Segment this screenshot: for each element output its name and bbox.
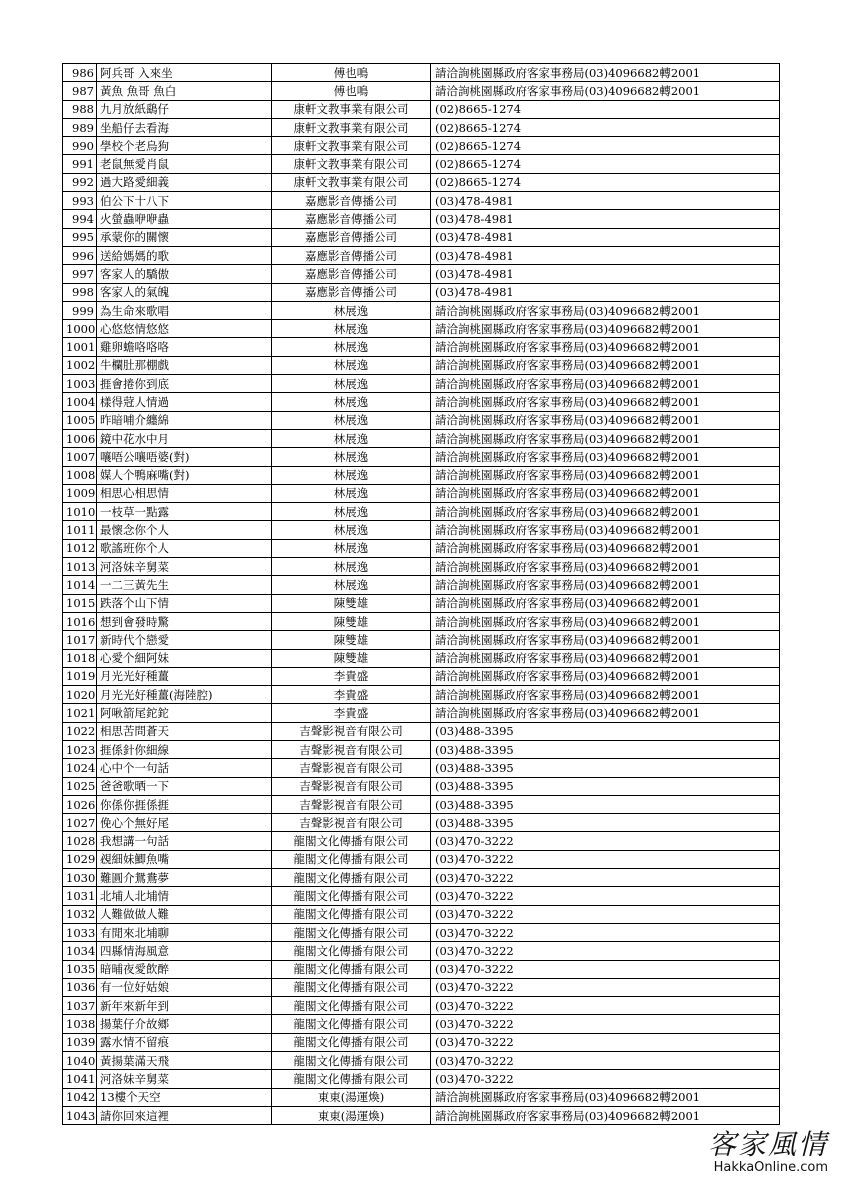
song-title: 坐船仔去看海	[97, 118, 272, 136]
watermark-site: HakkaOnline.com	[713, 1160, 828, 1175]
table-row	[63, 960, 780, 978]
table-row	[63, 594, 780, 612]
song-title: 爸爸歌晒一下	[97, 777, 272, 795]
song-title: 捱係針你細線	[97, 740, 272, 758]
table-row	[63, 850, 780, 868]
row-number: 1041	[63, 1070, 97, 1088]
contact-info: 請洽詢桃園縣政府客家事務局(03)4096682轉2001	[431, 539, 780, 557]
row-number: 1037	[63, 997, 97, 1015]
contact-info: 請洽詢桃園縣政府客家事務局(03)4096682轉2001	[431, 686, 780, 704]
row-number: 1028	[63, 832, 97, 850]
song-title: 歌謠班你个人	[97, 539, 272, 557]
row-number: 1015	[63, 594, 97, 612]
row-number: 1001	[63, 338, 97, 356]
publisher: 陳雙雄	[272, 612, 431, 630]
publisher: 林展逸	[272, 356, 431, 374]
song-title: 河洛妹辛舅菜	[97, 1070, 272, 1088]
row-number: 989	[63, 118, 97, 136]
table-row	[63, 942, 780, 960]
publisher: 嘉應影音傳播公司	[272, 283, 431, 301]
table-row	[63, 118, 780, 136]
table-row	[63, 100, 780, 118]
publisher: 李貴盛	[272, 704, 431, 722]
hakka-online-watermark	[708, 1130, 828, 1176]
table-row	[63, 155, 780, 173]
publisher: 吉聲影視音有限公司	[272, 814, 431, 832]
table-row	[63, 283, 780, 301]
song-title: 伯公下十八下	[97, 192, 272, 210]
row-number: 1025	[63, 777, 97, 795]
contact-info: 請洽詢桃園縣政府客家事務局(03)4096682轉2001	[431, 393, 780, 411]
publisher: 陳雙雄	[272, 631, 431, 649]
table-row	[63, 887, 780, 905]
table-row	[63, 82, 780, 100]
contact-info: (03)470-3222	[431, 1015, 780, 1033]
row-number: 988	[63, 100, 97, 118]
publisher: 龍閣文化傳播有限公司	[272, 923, 431, 941]
song-title: 捱會捲你到底	[97, 375, 272, 393]
contact-info: 請洽詢桃園縣政府客家事務局(03)4096682轉2001	[431, 375, 780, 393]
contact-info: (03)478-4981	[431, 265, 780, 283]
song-title: 一枝草一點露	[97, 503, 272, 521]
row-number: 1006	[63, 429, 97, 447]
contact-info: (03)470-3222	[431, 850, 780, 868]
contact-info: (03)478-4981	[431, 192, 780, 210]
contact-info: 請洽詢桃園縣政府客家事務局(03)4096682轉2001	[431, 594, 780, 612]
contact-info: (03)488-3395	[431, 740, 780, 758]
publisher: 嘉應影音傳播公司	[272, 210, 431, 228]
table-row	[63, 686, 780, 704]
song-title: 揚葉仔介故鄉	[97, 1015, 272, 1033]
contact-info: 請洽詢桃園縣政府客家事務局(03)4096682轉2001	[431, 631, 780, 649]
publisher: 嘉應影音傳播公司	[272, 228, 431, 246]
publisher: 嘉應影音傳播公司	[272, 192, 431, 210]
table-row	[63, 246, 780, 264]
row-number: 997	[63, 265, 97, 283]
contact-info: 請洽詢桃園縣政府客家事務局(03)4096682轉2001	[431, 411, 780, 429]
row-number: 1026	[63, 795, 97, 813]
table-row	[63, 612, 780, 630]
table-row	[63, 759, 780, 777]
publisher: 陳雙雄	[272, 649, 431, 667]
contact-info: 請洽詢桃園縣政府客家事務局(03)4096682轉2001	[431, 503, 780, 521]
song-title: 相思心相思情	[97, 484, 272, 502]
song-title: 13樓个天空	[97, 1088, 272, 1106]
publisher: 林展逸	[272, 558, 431, 576]
row-number: 1010	[63, 503, 97, 521]
row-number: 1002	[63, 356, 97, 374]
table-row	[63, 905, 780, 923]
row-number: 1014	[63, 576, 97, 594]
table-row	[63, 265, 780, 283]
table-row	[63, 869, 780, 887]
publisher: 李貴盛	[272, 667, 431, 685]
song-title: 樣得蒄人情過	[97, 393, 272, 411]
song-title: 承蒙你的關懷	[97, 228, 272, 246]
song-title: 人難做做人難	[97, 905, 272, 923]
row-number: 1018	[63, 649, 97, 667]
contact-info: (03)470-3222	[431, 832, 780, 850]
song-title: 最懷念你个人	[97, 521, 272, 539]
contact-info: 請洽詢桃園縣政府客家事務局(03)4096682轉2001	[431, 301, 780, 319]
table-row	[63, 777, 780, 795]
publisher: 東東(湯運煥)	[272, 1106, 431, 1124]
table-row	[63, 649, 780, 667]
contact-info: (03)488-3395	[431, 759, 780, 777]
publisher: 龍閣文化傳播有限公司	[272, 942, 431, 960]
publisher: 龍閣文化傳播有限公司	[272, 887, 431, 905]
contact-info: (03)478-4981	[431, 246, 780, 264]
song-title: 昨暗哺介纏綿	[97, 411, 272, 429]
row-number: 1009	[63, 484, 97, 502]
table-row	[63, 64, 780, 82]
publisher: 林展逸	[272, 393, 431, 411]
publisher: 林展逸	[272, 484, 431, 502]
row-number: 1017	[63, 631, 97, 649]
song-title: 俛心个無好尾	[97, 814, 272, 832]
row-number: 1019	[63, 667, 97, 685]
publisher: 龍閣文化傳播有限公司	[272, 905, 431, 923]
row-number: 986	[63, 64, 97, 82]
song-title: 月光光好種薑(海陸腔)	[97, 686, 272, 704]
row-number: 998	[63, 283, 97, 301]
publisher: 康軒文教事業有限公司	[272, 137, 431, 155]
row-number: 1034	[63, 942, 97, 960]
contact-info: 請洽詢桃園縣政府客家事務局(03)4096682轉2001	[431, 484, 780, 502]
table-row	[63, 356, 780, 374]
song-title: 有閒來北埔聊	[97, 923, 272, 941]
publisher: 林展逸	[272, 521, 431, 539]
contact-info: 請洽詢桃園縣政府客家事務局(03)4096682轉2001	[431, 448, 780, 466]
row-number: 1031	[63, 887, 97, 905]
row-number: 1039	[63, 1033, 97, 1051]
table-row	[63, 210, 780, 228]
contact-info: 請洽詢桃園縣政府客家事務局(03)4096682轉2001	[431, 82, 780, 100]
contact-info: (03)470-3222	[431, 923, 780, 941]
table-row	[63, 832, 780, 850]
row-number: 1038	[63, 1015, 97, 1033]
publisher: 龍閣文化傳播有限公司	[272, 1015, 431, 1033]
publisher: 陳雙雄	[272, 594, 431, 612]
table-row	[63, 375, 780, 393]
contact-info: 請洽詢桃園縣政府客家事務局(03)4096682轉2001	[431, 558, 780, 576]
contact-info: (03)488-3395	[431, 722, 780, 740]
publisher: 吉聲影視音有限公司	[272, 740, 431, 758]
contact-info: (03)470-3222	[431, 869, 780, 887]
row-number: 1012	[63, 539, 97, 557]
table-row	[63, 466, 780, 484]
song-title: 心中个一句話	[97, 759, 272, 777]
publisher: 傅也鳴	[272, 82, 431, 100]
song-title: 學校个老烏狗	[97, 137, 272, 155]
song-title: 你係你捱係捱	[97, 795, 272, 813]
row-number: 1011	[63, 521, 97, 539]
publisher: 龍閣文化傳播有限公司	[272, 1070, 431, 1088]
publisher: 嘉應影音傳播公司	[272, 246, 431, 264]
table-row	[63, 484, 780, 502]
contact-info: 請洽詢桃園縣政府客家事務局(03)4096682轉2001	[431, 576, 780, 594]
song-title: 嚷唔公嚷唔婆(對)	[97, 448, 272, 466]
table-row	[63, 320, 780, 338]
row-number: 1030	[63, 869, 97, 887]
row-number: 1008	[63, 466, 97, 484]
publisher: 林展逸	[272, 429, 431, 447]
contact-info: (03)488-3395	[431, 795, 780, 813]
song-title: 有一位好姑娘	[97, 978, 272, 996]
song-title: 媒人个鴨麻嘴(對)	[97, 466, 272, 484]
publisher: 林展逸	[272, 576, 431, 594]
row-number: 1032	[63, 905, 97, 923]
publisher: 林展逸	[272, 448, 431, 466]
contact-info: (03)470-3222	[431, 942, 780, 960]
song-title: 請你回來這裡	[97, 1106, 272, 1124]
contact-info: 請洽詢桃園縣政府客家事務局(03)4096682轉2001	[431, 1088, 780, 1106]
contact-info: (02)8665-1274	[431, 118, 780, 136]
contact-info: 請洽詢桃園縣政府客家事務局(03)4096682轉2001	[431, 466, 780, 484]
song-list-body	[63, 64, 780, 1125]
contact-info: (03)470-3222	[431, 1052, 780, 1070]
song-title: 想到會發時驚	[97, 612, 272, 630]
publisher: 龍閣文化傳播有限公司	[272, 1052, 431, 1070]
song-title: 四縣情海風意	[97, 942, 272, 960]
table-row	[63, 429, 780, 447]
table-row	[63, 137, 780, 155]
publisher: 林展逸	[272, 539, 431, 557]
publisher: 吉聲影視音有限公司	[272, 777, 431, 795]
song-title: 覕細妹鯽魚嘴	[97, 850, 272, 868]
row-number: 1022	[63, 722, 97, 740]
song-title: 阿啾箭尾鉈鉈	[97, 704, 272, 722]
contact-info: (03)470-3222	[431, 887, 780, 905]
row-number: 1036	[63, 978, 97, 996]
song-title: 送給媽媽的歌	[97, 246, 272, 264]
table-row	[63, 1033, 780, 1051]
row-number: 990	[63, 137, 97, 155]
publisher: 吉聲影視音有限公司	[272, 795, 431, 813]
contact-info: 請洽詢桃園縣政府客家事務局(03)4096682轉2001	[431, 320, 780, 338]
contact-info: (03)470-3222	[431, 1033, 780, 1051]
publisher: 康軒文教事業有限公司	[272, 100, 431, 118]
contact-info: 請洽詢桃園縣政府客家事務局(03)4096682轉2001	[431, 64, 780, 82]
publisher: 林展逸	[272, 466, 431, 484]
table-row	[63, 576, 780, 594]
contact-info: (03)470-3222	[431, 997, 780, 1015]
contact-info: (03)478-4981	[431, 210, 780, 228]
table-row	[63, 704, 780, 722]
row-number: 994	[63, 210, 97, 228]
row-number: 1000	[63, 320, 97, 338]
song-title: 九月放紙鷂仔	[97, 100, 272, 118]
table-row	[63, 1106, 780, 1124]
table-row	[63, 740, 780, 758]
publisher: 康軒文教事業有限公司	[272, 155, 431, 173]
row-number: 1005	[63, 411, 97, 429]
watermark-calligraphy: 客家風情	[707, 1128, 828, 1161]
contact-info: 請洽詢桃園縣政府客家事務局(03)4096682轉2001	[431, 429, 780, 447]
contact-info: (03)488-3395	[431, 777, 780, 795]
contact-info: 請洽詢桃園縣政府客家事務局(03)4096682轉2001	[431, 356, 780, 374]
table-row	[63, 814, 780, 832]
song-title: 相思苦問蒼天	[97, 722, 272, 740]
song-title: 新時代个戀愛	[97, 631, 272, 649]
song-title: 阿兵哥 入來坐	[97, 64, 272, 82]
contact-info: 請洽詢桃園縣政府客家事務局(03)4096682轉2001	[431, 612, 780, 630]
contact-info: (03)470-3222	[431, 960, 780, 978]
publisher: 康軒文教事業有限公司	[272, 173, 431, 191]
publisher: 吉聲影視音有限公司	[272, 722, 431, 740]
contact-info: (03)488-3395	[431, 814, 780, 832]
publisher: 東東(湯運煥)	[272, 1088, 431, 1106]
song-title: 北埔人北埔情	[97, 887, 272, 905]
contact-info: (02)8665-1274	[431, 137, 780, 155]
song-title: 黃揚葉滿天飛	[97, 1052, 272, 1070]
table-row	[63, 1015, 780, 1033]
table-row	[63, 521, 780, 539]
song-title: 為生命來歌唱	[97, 301, 272, 319]
table-row	[63, 631, 780, 649]
table-row	[63, 448, 780, 466]
publisher: 龍閣文化傳播有限公司	[272, 850, 431, 868]
song-title: 露水情不留痕	[97, 1033, 272, 1051]
song-title: 心悠悠情悠悠	[97, 320, 272, 338]
row-number: 1035	[63, 960, 97, 978]
publisher: 林展逸	[272, 375, 431, 393]
song-title: 火螢蟲咿咿蟲	[97, 210, 272, 228]
table-row	[63, 192, 780, 210]
row-number: 1023	[63, 740, 97, 758]
row-number: 995	[63, 228, 97, 246]
song-list-table	[62, 63, 780, 1125]
row-number: 1033	[63, 923, 97, 941]
publisher: 李貴盛	[272, 686, 431, 704]
publisher: 林展逸	[272, 320, 431, 338]
table-row	[63, 795, 780, 813]
contact-info: (02)8665-1274	[431, 173, 780, 191]
song-title: 月光光好種薑	[97, 667, 272, 685]
row-number: 991	[63, 155, 97, 173]
table-row	[63, 1070, 780, 1088]
publisher: 傅也鳴	[272, 64, 431, 82]
contact-info: 請洽詢桃園縣政府客家事務局(03)4096682轉2001	[431, 1106, 780, 1124]
song-title: 難圓介鴛鴦夢	[97, 869, 272, 887]
table-row	[63, 923, 780, 941]
publisher: 林展逸	[272, 338, 431, 356]
contact-info: 請洽詢桃園縣政府客家事務局(03)4096682轉2001	[431, 649, 780, 667]
row-number: 1027	[63, 814, 97, 832]
publisher: 龍閣文化傳播有限公司	[272, 1033, 431, 1051]
row-number: 1004	[63, 393, 97, 411]
song-title: 暗晡夜愛飲醉	[97, 960, 272, 978]
row-number: 1043	[63, 1106, 97, 1124]
publisher: 龍閣文化傳播有限公司	[272, 832, 431, 850]
song-title: 雞卵蟾咯咯咯	[97, 338, 272, 356]
table-row	[63, 228, 780, 246]
contact-info: (03)478-4981	[431, 283, 780, 301]
table-row	[63, 1088, 780, 1106]
row-number: 1021	[63, 704, 97, 722]
contact-info: (02)8665-1274	[431, 100, 780, 118]
song-title: 鏡中花水中月	[97, 429, 272, 447]
publisher: 龍閣文化傳播有限公司	[272, 978, 431, 996]
row-number: 1013	[63, 558, 97, 576]
row-number: 1016	[63, 612, 97, 630]
publisher: 林展逸	[272, 503, 431, 521]
publisher: 龍閣文化傳播有限公司	[272, 960, 431, 978]
song-title: 河洛妹辛舅菜	[97, 558, 272, 576]
song-title: 一二三黃先生	[97, 576, 272, 594]
contact-info: 請洽詢桃園縣政府客家事務局(03)4096682轉2001	[431, 338, 780, 356]
song-title: 過大路愛細義	[97, 173, 272, 191]
table-row	[63, 558, 780, 576]
row-number: 1042	[63, 1088, 97, 1106]
table-row	[63, 722, 780, 740]
publisher: 吉聲影視音有限公司	[272, 759, 431, 777]
song-title: 黃魚 魚哥 魚白	[97, 82, 272, 100]
row-number: 996	[63, 246, 97, 264]
row-number: 1040	[63, 1052, 97, 1070]
contact-info: (03)470-3222	[431, 905, 780, 923]
row-number: 1029	[63, 850, 97, 868]
row-number: 1003	[63, 375, 97, 393]
song-title: 老鼠無愛肖鼠	[97, 155, 272, 173]
row-number: 992	[63, 173, 97, 191]
publisher: 龍閣文化傳播有限公司	[272, 997, 431, 1015]
table-row	[63, 997, 780, 1015]
publisher: 嘉應影音傳播公司	[272, 265, 431, 283]
table-row	[63, 338, 780, 356]
row-number: 987	[63, 82, 97, 100]
row-number: 999	[63, 301, 97, 319]
row-number: 1007	[63, 448, 97, 466]
publisher: 林展逸	[272, 411, 431, 429]
publisher: 康軒文教事業有限公司	[272, 118, 431, 136]
table-row	[63, 503, 780, 521]
table-row	[63, 301, 780, 319]
contact-info: 請洽詢桃園縣政府客家事務局(03)4096682轉2001	[431, 521, 780, 539]
contact-info: (03)470-3222	[431, 978, 780, 996]
table-row	[63, 667, 780, 685]
contact-info: (03)470-3222	[431, 1070, 780, 1088]
contact-info: (03)478-4981	[431, 228, 780, 246]
table-row	[63, 1052, 780, 1070]
contact-info: (02)8665-1274	[431, 155, 780, 173]
song-title: 客家人的氣魄	[97, 283, 272, 301]
row-number: 1024	[63, 759, 97, 777]
table-row	[63, 411, 780, 429]
song-title: 跌落个山下情	[97, 594, 272, 612]
table-row	[63, 539, 780, 557]
row-number: 1020	[63, 686, 97, 704]
row-number: 993	[63, 192, 97, 210]
contact-info: 請洽詢桃園縣政府客家事務局(03)4096682轉2001	[431, 667, 780, 685]
song-title: 心愛个細阿妹	[97, 649, 272, 667]
table-row	[63, 393, 780, 411]
song-title: 新年來新年到	[97, 997, 272, 1015]
table-row	[63, 173, 780, 191]
publisher: 林展逸	[272, 301, 431, 319]
table-row	[63, 978, 780, 996]
publisher: 龍閣文化傳播有限公司	[272, 869, 431, 887]
song-title: 牛欄肚那棚戲	[97, 356, 272, 374]
contact-info: 請洽詢桃園縣政府客家事務局(03)4096682轉2001	[431, 704, 780, 722]
song-title: 我想講一句話	[97, 832, 272, 850]
song-title: 客家人的驕傲	[97, 265, 272, 283]
